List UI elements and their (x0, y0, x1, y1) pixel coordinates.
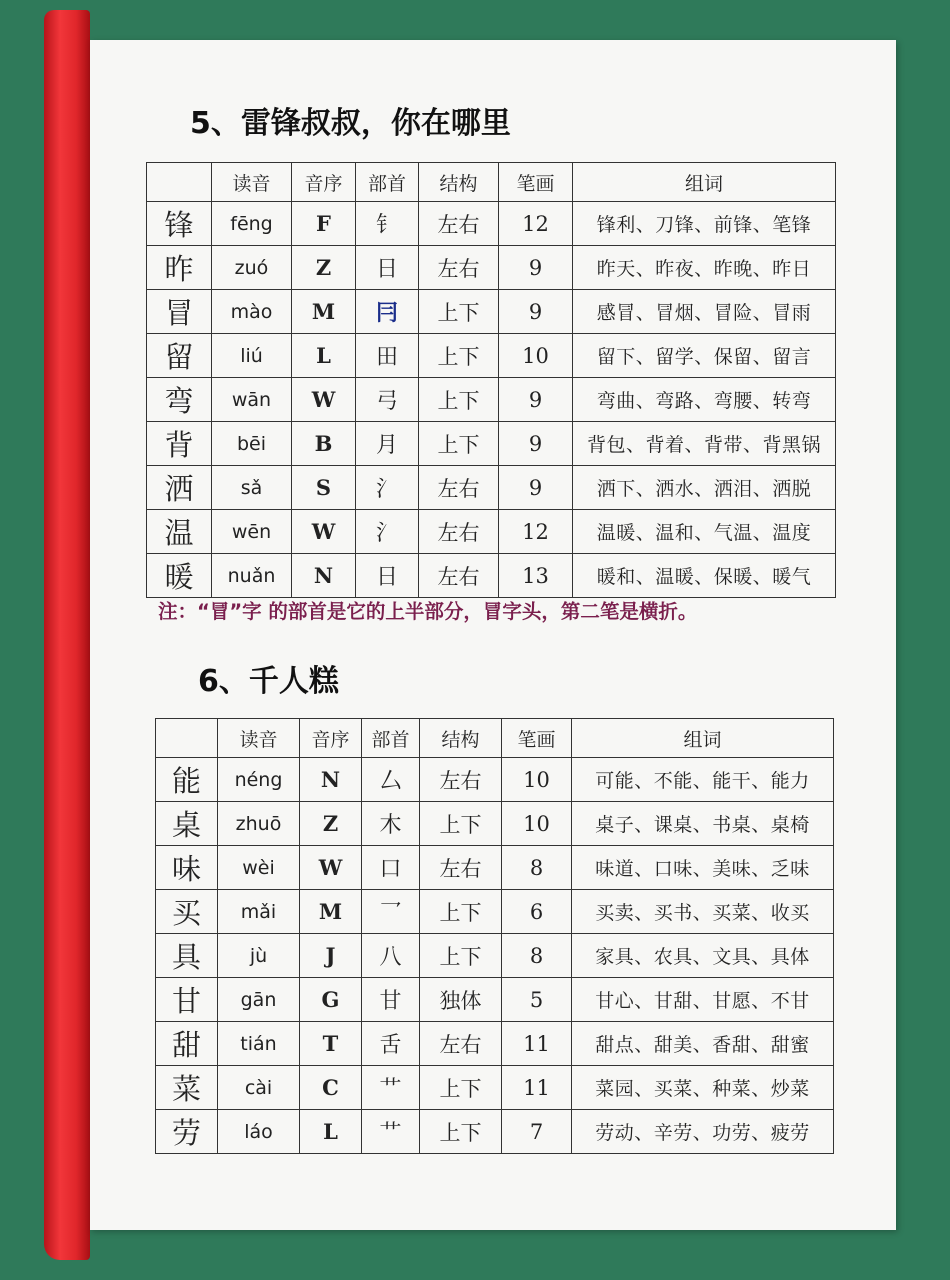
character-cell: 锋 (147, 202, 212, 246)
word-group-cell: 留下、留学、保留、留言 (573, 334, 836, 378)
table-row (147, 290, 836, 334)
structure-cell: 左右 (420, 1022, 502, 1066)
word-group-cell: 锋利、刀锋、前锋、笔锋 (573, 202, 836, 246)
word-group-cell: 劳动、辛劳、功劳、疲劳 (572, 1110, 834, 1154)
pinyin-cell: fēng (212, 202, 292, 246)
index-letter-cell: W (292, 378, 356, 422)
character-cell: 冒 (147, 290, 212, 334)
section-title-6: 6、千人糕 (198, 664, 339, 699)
character-table-lesson-6 (155, 718, 834, 1154)
header-index: 音序 (300, 719, 362, 758)
radical-cell: 月 (356, 422, 419, 466)
header-pinyin: 读音 (218, 719, 300, 758)
pinyin-cell: bēi (212, 422, 292, 466)
structure-cell: 上下 (420, 890, 502, 934)
word-group-cell: 暖和、温暖、保暖、暖气 (573, 554, 836, 598)
stroke-count-cell: 7 (502, 1110, 572, 1154)
character-cell: 劳 (156, 1110, 218, 1154)
index-letter-cell: Z (292, 246, 356, 290)
character-cell: 昨 (147, 246, 212, 290)
structure-cell: 左右 (419, 510, 499, 554)
table-row (147, 466, 836, 510)
stroke-count-cell: 10 (502, 802, 572, 846)
table-row (147, 378, 836, 422)
header-char (156, 719, 218, 758)
table-row (147, 422, 836, 466)
word-group-cell: 洒下、洒水、洒泪、洒脱 (573, 466, 836, 510)
character-cell: 暖 (147, 554, 212, 598)
pinyin-cell: liú (212, 334, 292, 378)
character-cell: 能 (156, 758, 218, 802)
radical-cell: 八 (362, 934, 420, 978)
structure-cell: 上下 (419, 378, 499, 422)
radical-cell: 口 (362, 846, 420, 890)
structure-cell: 上下 (420, 1066, 502, 1110)
word-group-cell: 味道、口味、美味、乏味 (572, 846, 834, 890)
index-letter-cell: B (292, 422, 356, 466)
pinyin-cell: tián (218, 1022, 300, 1066)
structure-cell: 上下 (419, 334, 499, 378)
stroke-count-cell: 8 (502, 846, 572, 890)
character-cell: 具 (156, 934, 218, 978)
table-row (156, 934, 834, 978)
radical-cell: 田 (356, 334, 419, 378)
word-group-cell: 甜点、甜美、香甜、甜蜜 (572, 1022, 834, 1066)
character-cell: 味 (156, 846, 218, 890)
pinyin-cell: wēn (212, 510, 292, 554)
structure-cell: 上下 (419, 422, 499, 466)
word-group-cell: 可能、不能、能干、能力 (572, 758, 834, 802)
pinyin-cell: sǎ (212, 466, 292, 510)
radical-note: 注：“冒”字 的部首是它的上半部分，冒字头，第二笔是横折。 (158, 600, 698, 623)
table-row (156, 978, 834, 1022)
radical-cell: 弓 (356, 378, 419, 422)
structure-cell: 上下 (419, 290, 499, 334)
character-cell: 背 (147, 422, 212, 466)
index-letter-cell: T (300, 1022, 362, 1066)
index-letter-cell: Z (300, 802, 362, 846)
stroke-count-cell: 9 (499, 290, 573, 334)
radical-cell: 厶 (362, 758, 420, 802)
word-group-cell: 弯曲、弯路、弯腰、转弯 (573, 378, 836, 422)
table-row (147, 334, 836, 378)
radical-cell: 乛 (362, 890, 420, 934)
pinyin-cell: zhuō (218, 802, 300, 846)
pinyin-cell: wèi (218, 846, 300, 890)
structure-cell: 上下 (420, 802, 502, 846)
character-cell: 洒 (147, 466, 212, 510)
header-strokes: 笔画 (502, 719, 572, 758)
structure-cell: 左右 (419, 246, 499, 290)
word-group-cell: 感冒、冒烟、冒险、冒雨 (573, 290, 836, 334)
index-letter-cell: F (292, 202, 356, 246)
stroke-count-cell: 10 (502, 758, 572, 802)
index-letter-cell: G (300, 978, 362, 1022)
table-header-row (156, 719, 834, 758)
word-group-cell: 买卖、买书、买菜、收买 (572, 890, 834, 934)
pinyin-cell: mǎi (218, 890, 300, 934)
radical-cell: 舌 (362, 1022, 420, 1066)
header-strokes: 笔画 (499, 163, 573, 202)
workbook-page (90, 40, 896, 1230)
index-letter-cell: W (292, 510, 356, 554)
word-group-cell: 温暖、温和、气温、温度 (573, 510, 836, 554)
table-row (147, 510, 836, 554)
radical-cell: 氵 (356, 510, 419, 554)
stroke-count-cell: 13 (499, 554, 573, 598)
header-structure: 结构 (419, 163, 499, 202)
word-group-cell: 昨天、昨夜、昨晚、昨日 (573, 246, 836, 290)
index-letter-cell: L (300, 1110, 362, 1154)
index-letter-cell: N (292, 554, 356, 598)
structure-cell: 独体 (420, 978, 502, 1022)
index-letter-cell: J (300, 934, 362, 978)
index-letter-cell: M (300, 890, 362, 934)
pinyin-cell: wān (212, 378, 292, 422)
stroke-count-cell: 12 (499, 202, 573, 246)
table-row (147, 202, 836, 246)
character-cell: 甘 (156, 978, 218, 1022)
header-structure: 结构 (420, 719, 502, 758)
character-cell: 甜 (156, 1022, 218, 1066)
pinyin-cell: láo (218, 1110, 300, 1154)
character-cell: 弯 (147, 378, 212, 422)
table-row (156, 846, 834, 890)
radical-cell: 氵 (356, 466, 419, 510)
pinyin-cell: zuó (212, 246, 292, 290)
pinyin-cell: cài (218, 1066, 300, 1110)
table-row (156, 1022, 834, 1066)
pinyin-cell: mào (212, 290, 292, 334)
structure-cell: 上下 (420, 1110, 502, 1154)
pinyin-cell: gān (218, 978, 300, 1022)
word-group-cell: 桌子、课桌、书桌、桌椅 (572, 802, 834, 846)
table-row (147, 554, 836, 598)
radical-cell: 日 (356, 554, 419, 598)
header-char (147, 163, 212, 202)
word-group-cell: 菜园、买菜、种菜、炒菜 (572, 1066, 834, 1110)
radical-cell: 木 (362, 802, 420, 846)
structure-cell: 左右 (420, 846, 502, 890)
index-letter-cell: M (292, 290, 356, 334)
character-cell: 桌 (156, 802, 218, 846)
stroke-count-cell: 11 (502, 1066, 572, 1110)
character-table-lesson-5 (146, 162, 836, 598)
header-radical: 部首 (362, 719, 420, 758)
pinyin-cell: nuǎn (212, 554, 292, 598)
word-group-cell: 背包、背着、背带、背黑锅 (573, 422, 836, 466)
word-group-cell: 家具、农具、文具、具体 (572, 934, 834, 978)
header-index: 音序 (292, 163, 356, 202)
table-row (156, 758, 834, 802)
header-words: 组词 (573, 163, 836, 202)
structure-cell: 左右 (419, 202, 499, 246)
stroke-count-cell: 9 (499, 246, 573, 290)
stroke-count-cell: 6 (502, 890, 572, 934)
stroke-count-cell: 9 (499, 422, 573, 466)
structure-cell: 左右 (420, 758, 502, 802)
index-letter-cell: L (292, 334, 356, 378)
table-row (156, 1066, 834, 1110)
red-binder-spine (44, 10, 90, 1260)
section-title-5: 5、雷锋叔叔，你在哪里 (190, 106, 511, 141)
index-letter-cell: W (300, 846, 362, 890)
structure-cell: 左右 (419, 466, 499, 510)
stroke-count-cell: 5 (502, 978, 572, 1022)
index-letter-cell: S (292, 466, 356, 510)
header-words: 组词 (572, 719, 834, 758)
stroke-count-cell: 11 (502, 1022, 572, 1066)
header-radical: 部首 (356, 163, 419, 202)
stroke-count-cell: 9 (499, 378, 573, 422)
radical-cell: 艹 (362, 1110, 420, 1154)
stroke-count-cell: 12 (499, 510, 573, 554)
character-cell: 买 (156, 890, 218, 934)
stroke-count-cell: 8 (502, 934, 572, 978)
radical-cell: 日 (356, 246, 419, 290)
table-row (156, 890, 834, 934)
index-letter-cell: C (300, 1066, 362, 1110)
table-row (156, 1110, 834, 1154)
table-header-row (147, 163, 836, 202)
structure-cell: 左右 (419, 554, 499, 598)
table-row (147, 246, 836, 290)
radical-cell: 钅 (356, 202, 419, 246)
character-cell: 菜 (156, 1066, 218, 1110)
stroke-count-cell: 10 (499, 334, 573, 378)
header-pinyin: 读音 (212, 163, 292, 202)
word-group-cell: 甘心、甘甜、甘愿、不甘 (572, 978, 834, 1022)
radical-cell: 甘 (362, 978, 420, 1022)
stroke-count-cell: 9 (499, 466, 573, 510)
radical-cell: 艹 (362, 1066, 420, 1110)
character-cell: 温 (147, 510, 212, 554)
radical-cell-highlighted: 冃 (356, 290, 419, 334)
structure-cell: 上下 (420, 934, 502, 978)
table-row (156, 802, 834, 846)
pinyin-cell: néng (218, 758, 300, 802)
character-cell: 留 (147, 334, 212, 378)
pinyin-cell: jù (218, 934, 300, 978)
index-letter-cell: N (300, 758, 362, 802)
